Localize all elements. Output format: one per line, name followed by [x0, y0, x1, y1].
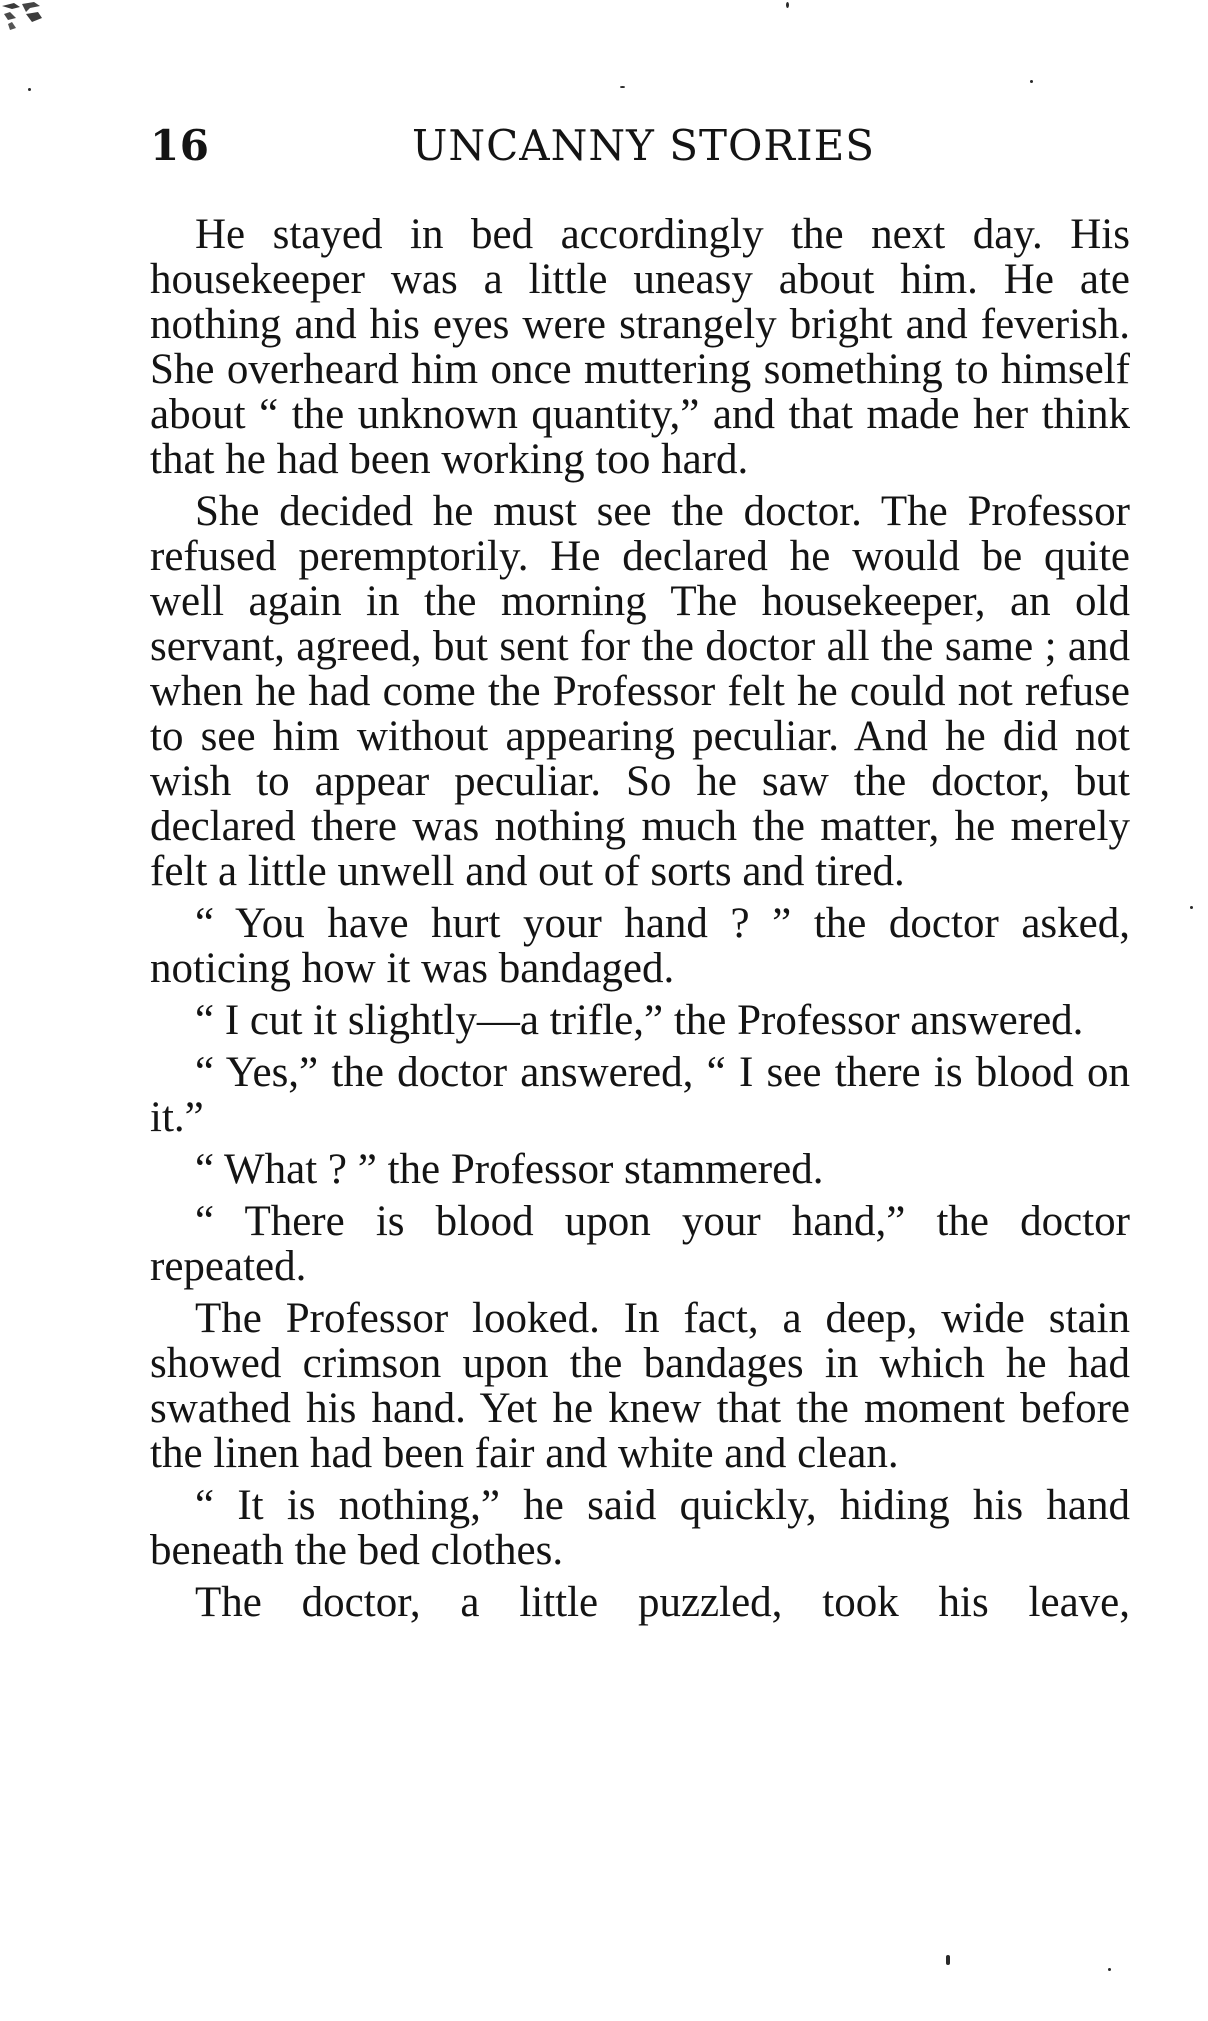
- paragraph: “ There is blood upon your hand,” the doctor repeated.: [150, 1198, 1130, 1290]
- paragraph: “ Yes,” the doctor answered, “ I see there is blood on it.”: [150, 1049, 1130, 1141]
- body-text: [150, 212, 1130, 1632]
- print-speck: [1030, 80, 1033, 83]
- print-speck: [946, 1955, 950, 1965]
- running-title: UNCANNY STORIES: [412, 121, 876, 170]
- paragraph: “ You have hurt your hand ? ” the doctor asked, noticing how it was bandaged.: [150, 900, 1130, 992]
- paragraph: “ It is nothing,” he said quickly, hiding his hand beneath the bed clothes.: [150, 1482, 1130, 1574]
- print-smudge-mark: [0, 0, 50, 34]
- page-number: 16: [150, 121, 210, 170]
- running-header: [150, 118, 1130, 174]
- paragraph: The doctor, a little puzzled, took his leave,: [195, 1579, 1130, 1626]
- print-speck: [620, 86, 625, 88]
- paragraph: She decided he must see the doctor. The Professor refused peremptorily. He declared he would be quite well again in the morning The housekeeper, an old servant, agreed, but sent for the doctor all the same ; and when he had come the Professor felt he could not refuse to see him without appearing peculiar. And he did not wish to appear peculiar. So he saw the doctor, but declared there was nothing much the matter, he merely felt a little unwell and out of sorts and tired.: [150, 488, 1130, 895]
- print-speck: [28, 88, 31, 91]
- paragraph: “ I cut it slightly—a trifle,” the Professor answered.: [195, 997, 1084, 1044]
- paragraph: “ What ? ” the Professor stammered.: [195, 1146, 824, 1193]
- print-speck: [786, 2, 789, 8]
- paragraph: The Professor looked. In fact, a deep, wide stain showed crimson upon the bandages in which he had swathed his hand. Yet he knew that the moment before the linen had been fair and white and clean.: [150, 1295, 1130, 1477]
- paragraph: He stayed in bed accordingly the next day. His housekeeper was a little uneasy about him. He ate nothing and his eyes were strangely bright and feverish. She overheard him once muttering something to himself about “ the unknown quantity,” and that made her think that he had been working too hard.: [150, 211, 1130, 483]
- print-speck: [1190, 906, 1193, 909]
- print-speck: [1108, 1968, 1111, 1971]
